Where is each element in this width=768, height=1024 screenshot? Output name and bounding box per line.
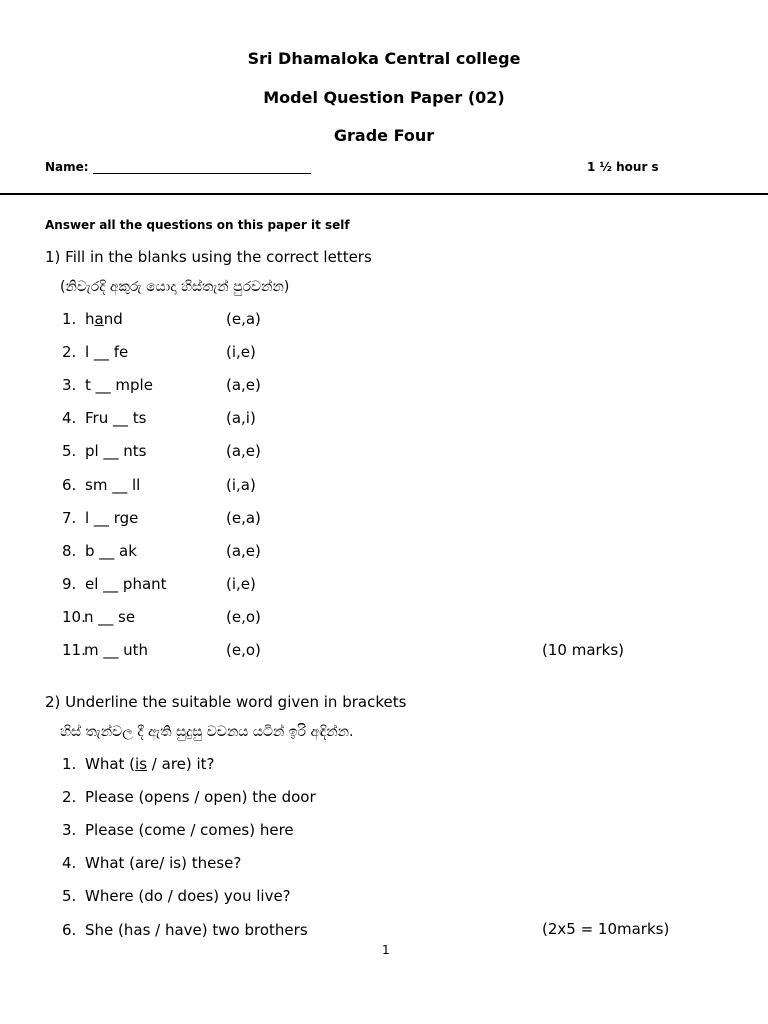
q1-item-word: Fru __ ts bbox=[85, 409, 147, 427]
q1-title: 1) Fill in the blanks using the correct letters bbox=[45, 248, 372, 266]
q2-item-number: 5. bbox=[62, 887, 77, 905]
q2-marks: (2x5 = 10marks) bbox=[542, 920, 670, 938]
q2-item-number: 3. bbox=[62, 821, 77, 839]
q1-item-word: sm __ ll bbox=[85, 476, 141, 494]
q1-item-number: 2. bbox=[62, 343, 77, 361]
q1-item-number: 3. bbox=[62, 376, 77, 394]
q1-item-number: 1. bbox=[62, 310, 77, 328]
name-field bbox=[45, 160, 311, 174]
q1-item-number: 10. bbox=[62, 608, 86, 626]
q1-item-number: 9. bbox=[62, 575, 77, 593]
q1-item-options: (i,a) bbox=[226, 476, 256, 494]
q2-item-number: 6. bbox=[62, 921, 77, 939]
q1-item-options: (e,o) bbox=[226, 641, 261, 659]
q1-item-options: (a,e) bbox=[226, 542, 261, 560]
q1-item-word: n __ se bbox=[84, 608, 136, 626]
name-label: Name: bbox=[45, 160, 89, 174]
q1-item-options: (i,e) bbox=[226, 575, 256, 593]
q2-item-number: 4. bbox=[62, 854, 77, 872]
q1-item-options: (e,a) bbox=[226, 310, 261, 328]
q1-item-word: t __ mple bbox=[85, 376, 153, 394]
q1-item-number: 8. bbox=[62, 542, 77, 560]
q1-item-word-post: nd bbox=[103, 310, 123, 328]
q2-item-text-answer: is bbox=[135, 755, 148, 773]
q2-item-text: She (has / have) two brothers bbox=[85, 921, 308, 939]
q2-item-text: Please (opens / open) the door bbox=[85, 788, 316, 806]
q2-item-number: 1. bbox=[62, 755, 77, 773]
q1-item-number: 7. bbox=[62, 509, 77, 527]
q1-item-word: el __ phant bbox=[85, 575, 167, 593]
q1-item-options: (a,i) bbox=[226, 409, 256, 427]
q1-item-word: pl __ nts bbox=[85, 442, 147, 460]
q1-marks: (10 marks) bbox=[542, 641, 625, 659]
q1-item-number: 5. bbox=[62, 442, 77, 460]
page-number: 1 bbox=[382, 943, 390, 957]
q1-item-options: (e,a) bbox=[226, 509, 261, 527]
q2-item-text: Please (come / comes) here bbox=[85, 821, 294, 839]
q2-item-text bbox=[85, 755, 215, 773]
q1-item-number: 6. bbox=[62, 476, 77, 494]
duration: 1 ½ hour s bbox=[587, 160, 659, 174]
q2-item-text-pre: What ( bbox=[85, 755, 136, 773]
q1-sinhala-instruction: (නිවැරදි අකුරු යොදා හිස්තැන් පුරවන්න) bbox=[60, 279, 290, 295]
q2-item-text: What (are/ is) these? bbox=[85, 854, 242, 872]
q1-item-options: (a,e) bbox=[226, 376, 261, 394]
q2-item-text: Where (do / does) you live? bbox=[85, 887, 291, 905]
q2-item-text-post: / are) it? bbox=[147, 755, 215, 773]
q2-sinhala-instruction: හිස් තැන්වල දී ඇති සුදුසු වචනය යටින් ඉරි අඳින්න. bbox=[60, 724, 354, 740]
q2-item-number: 2. bbox=[62, 788, 77, 806]
paper-title: Model Question Paper (02) bbox=[263, 88, 505, 107]
q2-title: 2) Underline the suitable word given in brackets bbox=[45, 693, 407, 711]
grade-title: Grade Four bbox=[333, 126, 435, 145]
name-blank-line bbox=[93, 160, 311, 174]
q1-item-word: m __ uth bbox=[84, 641, 149, 659]
q1-item-options: (i,e) bbox=[226, 343, 256, 361]
q1-item-word: l __ rge bbox=[85, 509, 139, 527]
header-divider bbox=[0, 193, 768, 195]
q1-item-number: 11. bbox=[62, 641, 86, 659]
q1-item-word: l __ fe bbox=[85, 343, 129, 361]
instruction: Answer all the questions on this paper it self bbox=[45, 218, 350, 232]
q1-item-word: b __ ak bbox=[85, 542, 137, 560]
q1-item-options: (e,o) bbox=[226, 608, 261, 626]
q1-item-word-pre: h bbox=[85, 310, 95, 328]
q1-item-options: (a,e) bbox=[226, 442, 261, 460]
q1-item-word bbox=[85, 310, 123, 328]
school-name: Sri Dhamaloka Central college bbox=[247, 49, 521, 68]
q1-item-number: 4. bbox=[62, 409, 77, 427]
q1-item-word-answer: a bbox=[94, 310, 104, 328]
